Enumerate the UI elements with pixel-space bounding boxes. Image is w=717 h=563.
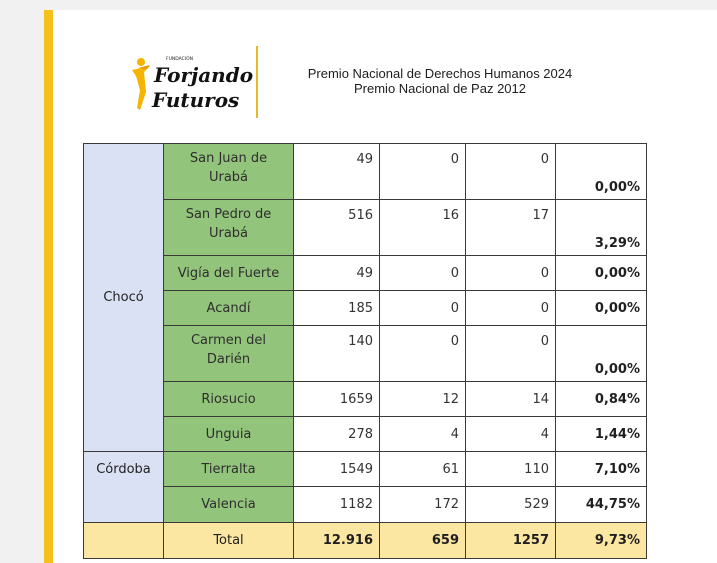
department-cell: Córdoba bbox=[84, 452, 164, 523]
total-value-cell: 12.916 bbox=[294, 523, 380, 559]
header-awards bbox=[270, 66, 610, 96]
forjando-futuros-logo bbox=[130, 52, 254, 116]
value-cell: 185 bbox=[294, 291, 380, 326]
value-cell: 0 bbox=[380, 144, 466, 200]
municipality-cell: Carmen del Darién bbox=[164, 326, 294, 382]
value-cell: 516 bbox=[294, 200, 380, 256]
table-row bbox=[84, 326, 647, 382]
value-cell: 110 bbox=[466, 452, 556, 487]
table-row bbox=[84, 452, 647, 487]
percent-cell: 1,44% bbox=[556, 417, 647, 452]
total-empty-cell bbox=[84, 523, 164, 559]
table-row bbox=[84, 256, 647, 291]
value-cell: 140 bbox=[294, 326, 380, 382]
value-cell: 49 bbox=[294, 144, 380, 200]
logo-graphic bbox=[130, 52, 254, 116]
total-value-cell: 659 bbox=[380, 523, 466, 559]
value-cell: 0 bbox=[380, 256, 466, 291]
table-row bbox=[84, 200, 647, 256]
value-cell: 4 bbox=[380, 417, 466, 452]
logo-line2: Futuros bbox=[152, 88, 240, 112]
municipality-cell: Riosucio bbox=[164, 382, 294, 417]
percent-cell: 0,84% bbox=[556, 382, 647, 417]
value-cell: 4 bbox=[466, 417, 556, 452]
municipality-data-table bbox=[83, 143, 647, 559]
table-row bbox=[84, 487, 647, 523]
total-label: Total bbox=[164, 523, 294, 559]
table-row bbox=[84, 144, 647, 200]
municipality-cell: Acandí bbox=[164, 291, 294, 326]
municipality-cell: Valencia bbox=[164, 487, 294, 523]
department-cell: Chocó bbox=[84, 144, 164, 452]
value-cell: 1182 bbox=[294, 487, 380, 523]
percent-cell: 0,00% bbox=[556, 256, 647, 291]
award-line-1: Premio Nacional de Derechos Humanos 2024 bbox=[307, 66, 573, 81]
value-cell: 0 bbox=[380, 326, 466, 382]
accent-bar bbox=[44, 10, 53, 563]
header-divider bbox=[256, 46, 258, 118]
municipality-cell: Unguia bbox=[164, 417, 294, 452]
municipality-cell: Tierralta bbox=[164, 452, 294, 487]
value-cell: 0 bbox=[466, 291, 556, 326]
value-cell: 172 bbox=[380, 487, 466, 523]
value-cell: 1549 bbox=[294, 452, 380, 487]
value-cell: 14 bbox=[466, 382, 556, 417]
percent-cell: 44,75% bbox=[556, 487, 647, 523]
percent-cell: 3,29% bbox=[556, 200, 647, 256]
value-cell: 61 bbox=[380, 452, 466, 487]
value-cell: 12 bbox=[380, 382, 466, 417]
value-cell: 1659 bbox=[294, 382, 380, 417]
percent-cell: 0,00% bbox=[556, 291, 647, 326]
percent-cell: 7,10% bbox=[556, 452, 647, 487]
value-cell: 278 bbox=[294, 417, 380, 452]
value-cell: 0 bbox=[466, 326, 556, 382]
value-cell: 0 bbox=[466, 144, 556, 200]
municipality-cell: Vigía del Fuerte bbox=[164, 256, 294, 291]
table-row bbox=[84, 417, 647, 452]
total-row bbox=[84, 523, 647, 559]
value-cell: 49 bbox=[294, 256, 380, 291]
total-percent-cell: 9,73% bbox=[556, 523, 647, 559]
logo-line1: Forjando bbox=[154, 63, 254, 87]
table-row bbox=[84, 382, 647, 417]
value-cell: 0 bbox=[466, 256, 556, 291]
percent-cell: 0,00% bbox=[556, 144, 647, 200]
total-value-cell: 1257 bbox=[466, 523, 556, 559]
value-cell: 17 bbox=[466, 200, 556, 256]
municipality-cell: San Juan de Urabá bbox=[164, 144, 294, 200]
percent-cell: 0,00% bbox=[556, 326, 647, 382]
municipality-cell: San Pedro de Urabá bbox=[164, 200, 294, 256]
logo-small-text: FUNDACIÓN bbox=[166, 57, 194, 62]
award-line-2: Premio Nacional de Paz 2012 bbox=[354, 81, 526, 96]
value-cell: 529 bbox=[466, 487, 556, 523]
value-cell: 16 bbox=[380, 200, 466, 256]
table-row bbox=[84, 291, 647, 326]
value-cell: 0 bbox=[380, 291, 466, 326]
